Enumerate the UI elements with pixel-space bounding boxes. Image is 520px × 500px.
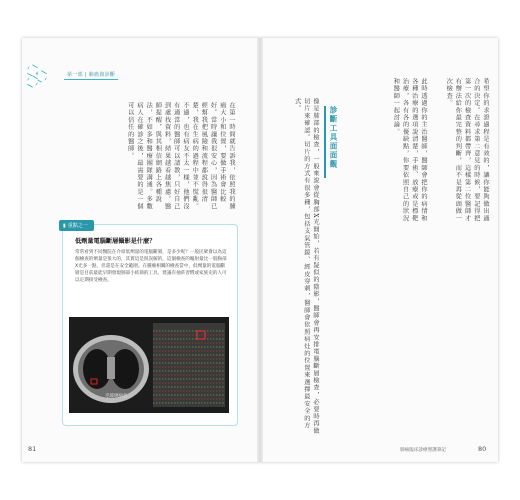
- page-number-left: 81: [28, 445, 37, 453]
- right-body-text-1: 希望你的求證過程是有效的，讓你能夠做出適合的決定。在尋求第二意見的時候，要記得把第一次的檢查資料都帶齊，這樣第二位醫師才有辦法給你最完整的判斷，而不是再從頭做一次檢查。: [445, 78, 489, 222]
- sidebar-label-text: 重點之一: [67, 223, 88, 229]
- right-body-text-2: 此時透過你的主治醫師，醫師會把你的病情和各種治療的選項說清楚，手術、放療或是標靶治療，各有各的優缺點，你要依照自己的狀況和醫師一起討論。: [392, 78, 427, 222]
- hexagon-icon: [26, 63, 60, 87]
- sidebar-label: [59, 220, 94, 231]
- chapter-label: 第一部 | 肺癌與診斷: [64, 70, 118, 80]
- book-spread: [22, 38, 498, 462]
- section-title: 診斷工具面面觀: [329, 106, 338, 169]
- left-body-text: 在第一時間就告訴我，依照我的腫瘤大小和位置，要做手術會比較好。當時讓我很安心，因為醫師已經幫我把風險和流程都說得很清楚，我在生病的過程中並不慌亂。不過，也有病友不太一樣，他們沒有適當的醫師可以請教，只好自己到處找資料，結果越看越焦慮。醫師提醒，與其相信網路上各種說法，不如多和醫療團隊溝通。多數病人在確診之後，最需要的是一個可以信任的醫師。: [126, 102, 235, 210]
- book-gutter: [257, 38, 263, 462]
- page-number-right: 80: [478, 445, 487, 453]
- ct-scan-image: [69, 317, 229, 413]
- section-title-bar: [324, 106, 326, 178]
- bookmark-icon: ▮: [63, 222, 66, 229]
- footer-title: 肺癌臨床診療照護筆記: [400, 448, 446, 453]
- ct-label: 毛玻璃病灶: [105, 394, 128, 399]
- sidebar-box: [62, 224, 238, 426]
- right-body-text-3: 像是肺部的檢查，一般來說會從胸部X光開始，若有疑似的陰影，醫師會再安排電腦斷層檢查，必要時再做切片來確認。切片的方式有很多種，包括支氣管鏡、經皮穿刺，醫師會依照病灶的位置來選擇最安全的方式。: [293, 98, 319, 435]
- chapter-header: [26, 68, 118, 82]
- sidebar-body: 常常看到不同醫院在介紹低劑量的電腦斷層，是多少呢？一般民眾會以為這個檢查的劑量是很大的，其實這是很誤解的，這個檢查的輻射量比一般胸部X光多一點，但還是在安全範圍。在腫瘤相關的檢查當中，低劑量的電腦斷層是目前最能早期發現肺部小結節的工具，建議有抽菸習慣或家族史的人可以定期接受檢查。: [75, 250, 227, 283]
- sidebar-title: 低劑量電腦斷層攝影是什麼？: [75, 238, 156, 245]
